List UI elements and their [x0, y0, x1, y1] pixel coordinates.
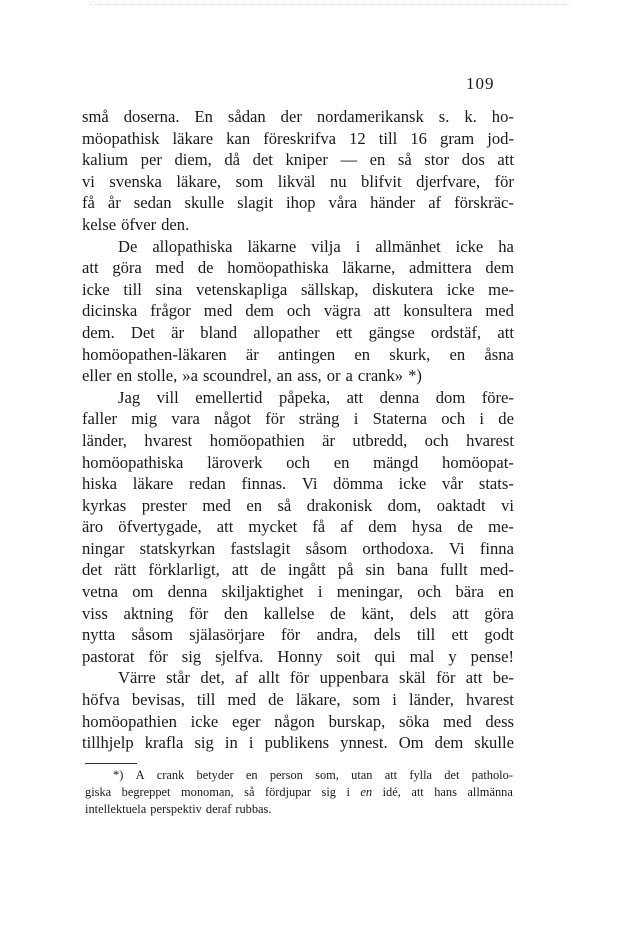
body-text-line: vetna om denna skiljaktighet i meningar, och bära en — [82, 582, 514, 602]
body-text-line: homöopathiska läroverk och en mängd homöopat- — [82, 452, 514, 472]
body-text-line: faller mig vara något för sträng i Staterna och i de — [82, 409, 514, 429]
page-number: 109 — [466, 74, 495, 93]
body-text — [82, 106, 514, 754]
body-text-line: hiska läkare redan finnas. Vi dömma icke vår stats- — [82, 474, 514, 494]
body-text-line: homöopathen-läkaren är antingen en skurk, en åsna — [82, 344, 514, 364]
body-text-line: Jag vill emellertid påpeka, att denna dom före- — [118, 387, 514, 407]
body-text-line: nytta såsom själasörjare för andra, dels till ett godt — [82, 625, 514, 645]
body-text-line: eller en stolle, »a scoundrel, an ass, or a crank» *) — [82, 366, 422, 386]
body-text-line: länder, hvarest homöopathien är utbredd, och hvarest — [82, 430, 514, 450]
body-text-line: De allopathiska läkarne vilja i allmänhet icke ha — [118, 236, 514, 256]
footnote-line: giska begreppet monoman, så fördjupar sig i en idé, att hans allmänna — [85, 785, 513, 799]
body-text-line: vi svenska läkare, som likväl nu blifvit djerfvare, för — [82, 171, 514, 191]
body-text-line: pastorat för sig sjelfva. Honny soit qui mal y pense! — [82, 646, 514, 666]
body-text-line: dicinska frågor med dem och vägra att konsultera med — [82, 301, 514, 321]
body-text-line: att göra med de homöopathiska läkarne, admittera dem — [82, 258, 514, 278]
body-text-line: dem. Det är bland allopather ett gängse ordstäf, att — [82, 322, 514, 342]
scan-edge-mark — [90, 4, 570, 8]
body-text-line: kalium per diem, då det kniper — en så stor dos att — [82, 150, 514, 170]
footnote-line: intellektuela perspektiv deraf rubbas. — [85, 802, 272, 816]
body-text-line: kyrkas prester med en så drakonisk dom, oaktadt vi — [82, 495, 514, 515]
footnote-rule — [85, 763, 137, 764]
body-text-line: det rätt förklarligt, att de ingått på sin bana fullt med- — [82, 560, 514, 580]
body-text-line: homöopathien icke eger någon burskap, söka med dess — [82, 711, 514, 731]
body-text-line: höfva bevisas, till med de läkare, som i länder, hvarest — [82, 690, 514, 710]
body-text-line: Värre står det, af allt för uppenbara skäl för att be- — [118, 668, 514, 688]
footnote-line: *) A crank betyder en person som, utan att fylla det patholo- — [113, 768, 513, 782]
body-text-line: tillhjelp krafla sig in i publikens ynnest. Om dem skulle — [82, 733, 514, 753]
body-text-line: små doserna. En sådan der nordamerikansk s. k. ho- — [82, 107, 514, 126]
footnotes — [85, 767, 513, 818]
body-text-line: kelse öfver den. — [82, 214, 190, 234]
body-text-line: viss aktning för den kallelse de känt, dels att göra — [82, 603, 514, 623]
body-text-line: äro öfvertygade, att mycket få af dem hysa de me- — [82, 517, 514, 537]
body-text-line: ningar statskyrkan fastslagit såsom orthodoxa. Vi finna — [82, 538, 514, 558]
body-text-line: möopathisk läkare kan föreskrifva 12 till 16 gram jod- — [82, 128, 514, 148]
body-text-line: få år sedan skulle slagit ihop våra händer af förskräc- — [82, 193, 514, 213]
body-text-line: icke till sina vetenskapliga sällskap, diskutera icke me- — [82, 279, 514, 299]
